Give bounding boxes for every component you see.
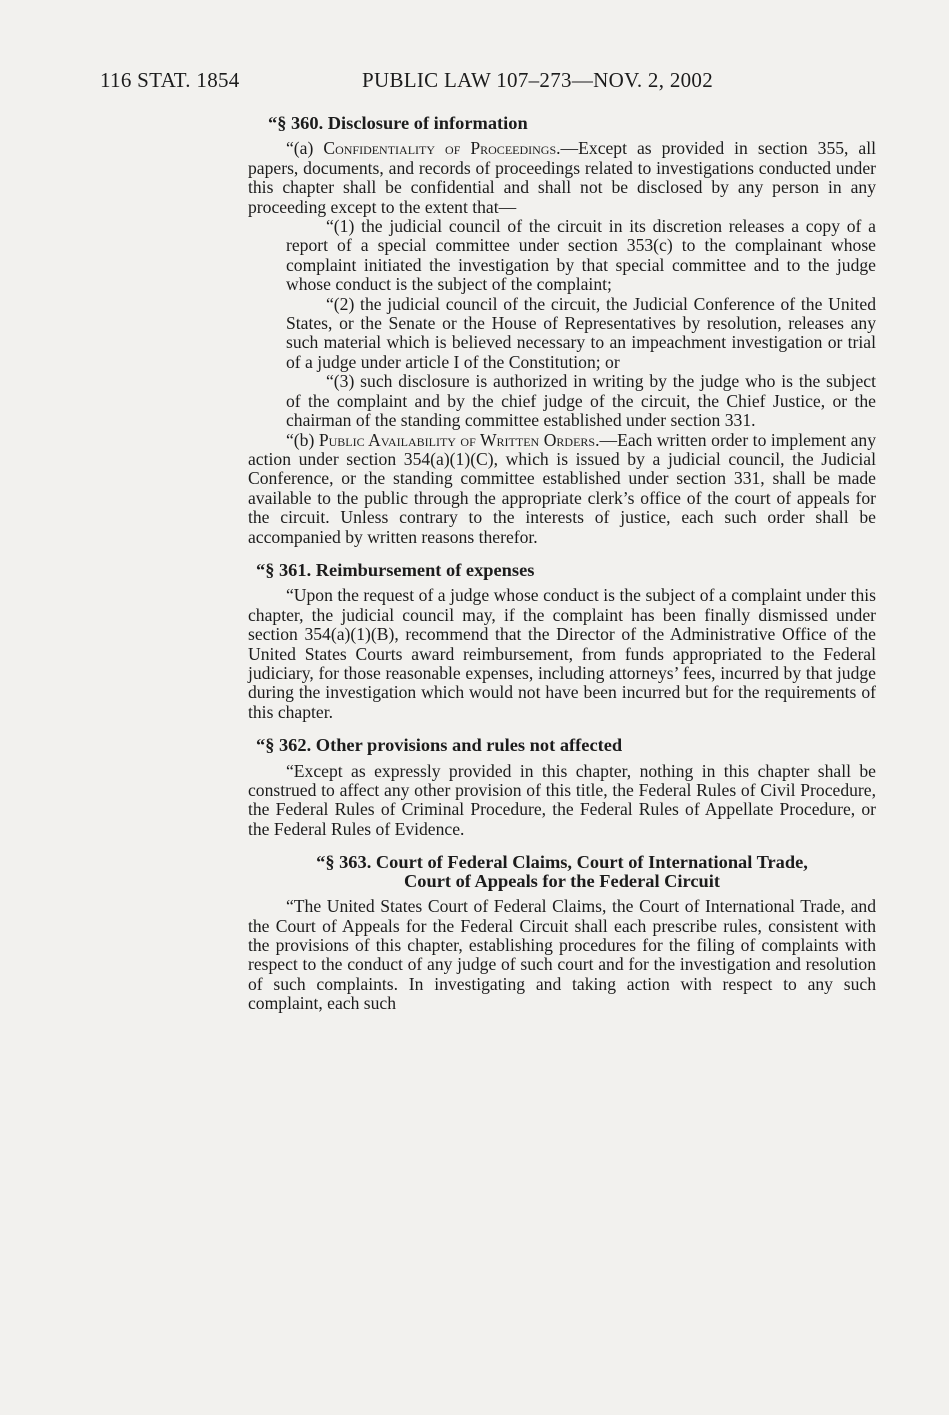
statute-page-number: 116 STAT. 1854 xyxy=(100,68,240,92)
section-361-text: “Upon the request of a judge whose conduct is the subject of a complaint under this chapter, the judicial council may, if the complaint has been finally dismissed under section 354(a)(1)(B), recommend that the Director of the Administrative Office of the United States Courts award reimbursement, from funds appropriated to the Federal judiciary, for those reasonable expenses, including attorneys’ fees, incurred by that judge during the investigation which would not have been incurred but for the requirements of this chapter. xyxy=(248,585,876,722)
subsection-b-open: “(b) xyxy=(286,429,319,450)
section-360-subsection-b xyxy=(248,431,876,547)
section-360-paragraph-1: “(1) the judicial council of the circuit in its discretion releases a copy of a report of a special committee under section 353(c) to the complainant whose complaint initiated the investigation by that special committee and to the judge whose conduct is the subject of the complaint; xyxy=(286,216,876,295)
section-361-heading: “§ 361. Reimbursement of expenses xyxy=(256,559,535,580)
subsection-b-title: Public Availability of Written Orders xyxy=(318,429,596,450)
public-law-citation: PUBLIC LAW 107–273—NOV. 2, 2002 xyxy=(362,68,714,92)
section-363-heading xyxy=(248,853,876,891)
subsection-a-title: Confidentiality of Proceedings xyxy=(323,138,557,159)
section-360-paragraph-2: “(2) the judicial council of the circuit, the Judicial Conference of the United States, or the Senate or the House of Representatives by resolution, releases any such material which is believed necessary to an impeachment investigation or trial of a judge under article I of the Constitution; or xyxy=(286,293,876,372)
section-363-heading-line-2: Court of Appeals for the Federal Circuit xyxy=(403,871,720,892)
subsection-a-text: .—Except as provided in section 355, all papers, documents, and records of proceedings related to investigations conducted under this chapter shall be confidential and shall not be disclosed by any person in any proceeding except to the extent that— xyxy=(248,138,877,217)
section-363-heading-line-1: “§ 363. Court of Federal Claims, Court of International Trade, xyxy=(316,852,808,873)
document-body xyxy=(248,114,876,1014)
section-362-heading: “§ 362. Other provisions and rules not affected xyxy=(256,735,623,756)
section-360-heading: “§ 360. Disclosure of information xyxy=(268,113,528,133)
section-360-subsection-a xyxy=(248,139,876,217)
subsection-a-open: “(a) xyxy=(286,138,324,159)
section-362-text: “Except as expressly provided in this chapter, nothing in this chapter shall be construed to affect any other provision of this title, the Federal Rules of Civil Procedure, the Federal Rules of Criminal Procedure, the Federal Rules of Appellate Procedure, or the Federal Rules of Evidence. xyxy=(248,760,876,839)
section-363-text: “The United States Court of Federal Claims, the Court of International Trade, and the Court of Appeals for the Federal Circuit shall each prescribe rules, consistent with the provisions of this chapter, establishing procedures for the filing of complaints with respect to the conduct of any judge of such court and for the investigation and resolution of such complaints. In investigating and taking action with respect to any such complaint, each such xyxy=(248,896,876,1014)
subsection-b-text: .—Each written order to implement any action under section 354(a)(1)(C), which is issued by a judicial council, the Judicial Conference, or the standing committee established under section 331, shall be made available to the public through the appropriate clerk’s office of the court of appeals for the circuit. Unless contrary to the interests of justice, each such order shall be accompanied by written reasons therefor. xyxy=(248,429,876,547)
section-360-paragraph-3: “(3) such disclosure is authorized in writing by the judge who is the subject of the complaint and by the chief judge of the circuit, the Chief Justice, or the chairman of the standing committee established under section 331. xyxy=(286,371,876,431)
